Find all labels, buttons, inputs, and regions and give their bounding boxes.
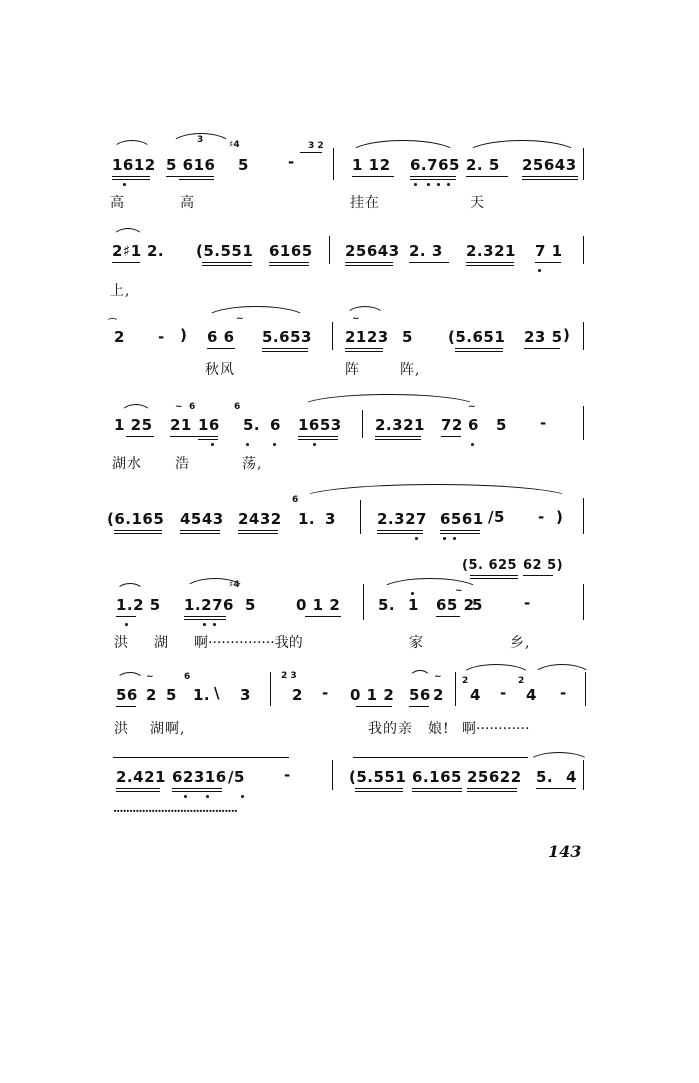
grace-number: 6: [184, 672, 191, 682]
underline: [410, 176, 456, 177]
underline: [269, 265, 309, 266]
note-group: 6561: [440, 510, 484, 528]
note: 5: [166, 686, 177, 704]
note-group: 2432: [238, 510, 282, 528]
underline: [455, 351, 503, 352]
note: 6: [468, 416, 479, 434]
underline: [238, 533, 278, 534]
underline: [522, 179, 578, 180]
slur: [409, 670, 431, 679]
lyric: 高: [110, 195, 125, 211]
underline: [455, 348, 503, 349]
underline: [112, 179, 150, 180]
lyric: 娘!: [428, 721, 450, 737]
note-group: 65 2: [436, 596, 475, 614]
note: 4: [470, 686, 481, 704]
mordent-mark: ~: [236, 314, 244, 324]
underline: [180, 533, 220, 534]
grace-sharp-4: ♯4: [229, 140, 240, 150]
grace-number: 6: [234, 402, 241, 412]
grace-notes: 2 3: [281, 671, 297, 681]
note-group: 7 1: [535, 242, 563, 260]
underline: [536, 788, 576, 789]
underline: [375, 439, 421, 440]
octave-dot: [427, 183, 430, 186]
note-group: (5. 625: [462, 558, 518, 573]
underline: [172, 788, 222, 789]
close-paren: ): [563, 326, 571, 344]
mordent-mark: ~: [468, 402, 476, 412]
underline: [298, 436, 338, 437]
mordent-mark: ~: [146, 672, 154, 682]
slur: [116, 672, 144, 681]
note-group: 21: [170, 416, 192, 434]
lyric: 荡,: [242, 456, 263, 472]
underline: [523, 575, 553, 576]
underline: [467, 791, 517, 792]
grace-number: 6: [189, 402, 196, 412]
underline: [412, 788, 462, 789]
underline: [375, 436, 421, 437]
barline: [329, 236, 330, 264]
note-group: 2.321: [375, 416, 425, 434]
note-group: 1.276: [184, 596, 234, 614]
turn-mark: ⌒: [108, 319, 118, 329]
note: 5: [402, 328, 413, 346]
sustain-dash: -: [284, 766, 291, 784]
lyric: 湖: [154, 635, 169, 651]
underline: [355, 788, 403, 789]
note: /5: [228, 768, 245, 786]
octave-dot: [414, 183, 417, 186]
note-group: 2123: [345, 328, 389, 346]
underline: [202, 265, 252, 266]
close-paren: ): [180, 326, 188, 344]
note: 5.: [243, 416, 261, 434]
note: 5: [472, 596, 483, 614]
underline: [262, 348, 308, 349]
note: 2: [433, 686, 444, 704]
octave-dot: [123, 183, 126, 186]
lyric: 高: [180, 195, 195, 211]
octave-dot: [313, 443, 316, 446]
barline: [583, 148, 584, 180]
octave-dot: [273, 443, 276, 446]
underline: [409, 706, 429, 707]
slur: [116, 583, 144, 592]
octave-dot: [471, 443, 474, 446]
slur: [112, 140, 152, 151]
underline: [170, 436, 218, 437]
note-group: (5.551: [349, 768, 407, 786]
note-group: 6165: [269, 242, 313, 260]
barline: [583, 406, 584, 440]
octave-dot: [437, 183, 440, 186]
underline: [440, 530, 480, 531]
underline: [436, 616, 460, 617]
note-group: 0 1 2: [350, 686, 395, 704]
sustain-dash: -: [560, 684, 567, 702]
underline: [353, 757, 528, 758]
note-group: (5.651: [448, 328, 506, 346]
note-group: 2. 5: [466, 156, 500, 174]
underline: [305, 616, 341, 617]
underline: [172, 791, 222, 792]
mordent-mark: ~: [175, 402, 183, 412]
barline: [583, 498, 584, 534]
underline: [300, 152, 322, 153]
slur: [528, 752, 590, 763]
note-group: 16: [198, 416, 220, 434]
underline: [470, 575, 518, 576]
note-group: 25643: [345, 242, 400, 260]
underline: [524, 348, 560, 349]
barline: [363, 584, 364, 620]
sustain-dash: -: [540, 414, 547, 432]
octave-dot: [443, 537, 446, 540]
underline: [345, 262, 393, 263]
lyric: 洪: [114, 721, 129, 737]
underline: [466, 265, 514, 266]
note-group: 72: [441, 416, 463, 434]
note-group: 2. 3: [409, 242, 443, 260]
lyric: 家: [409, 635, 424, 651]
underline: [356, 706, 392, 707]
underline: [198, 439, 218, 440]
underline: [377, 530, 423, 531]
mordent-mark: ~: [455, 586, 463, 596]
octave-dot: [453, 537, 456, 540]
barline: [362, 410, 363, 438]
underline: [467, 788, 517, 789]
note-group: 56: [409, 686, 431, 704]
sustain-dash: -: [524, 594, 531, 612]
underline: [409, 262, 449, 263]
note: 5: [238, 156, 249, 174]
barline: [583, 760, 584, 790]
note: 5.: [536, 768, 554, 786]
barline: [333, 148, 334, 180]
mordent-mark: ~: [434, 672, 442, 682]
octave-dot: [206, 795, 209, 798]
sustain-dash: -: [500, 684, 507, 702]
note: 5: [496, 416, 507, 434]
note-group: 23 5: [524, 328, 563, 346]
note-group: 2.327: [377, 510, 427, 528]
note-group: 1 12: [352, 156, 391, 174]
barline: [270, 672, 271, 706]
lyric: 天: [470, 195, 485, 211]
note-group: 62316: [172, 768, 227, 786]
octave-dot: [241, 795, 244, 798]
underline: [238, 530, 278, 531]
note-group: 2.321: [466, 242, 516, 260]
underline: [113, 757, 289, 758]
note: 6: [270, 416, 281, 434]
grace-number: 3: [197, 135, 204, 145]
note: 1.: [298, 510, 316, 528]
note-group: 25643: [522, 156, 577, 174]
barline: [585, 672, 586, 706]
underline: [112, 262, 140, 263]
note-group: 2♯1: [112, 242, 142, 260]
note: 5.: [378, 596, 396, 614]
lyric: 洪: [114, 635, 129, 651]
barline: [332, 322, 333, 350]
slur: [532, 664, 592, 677]
sustain-dash: -: [538, 508, 545, 526]
octave-dot: [203, 623, 206, 626]
underline: [466, 176, 508, 177]
underline: [535, 262, 561, 263]
barline: [455, 672, 456, 706]
note-group: 4543: [180, 510, 224, 528]
note: 2: [114, 328, 125, 346]
underline: [114, 530, 162, 531]
octave-dot: [246, 443, 249, 446]
underline: [345, 351, 383, 352]
note: 3: [325, 510, 336, 528]
underline: [207, 348, 235, 349]
underline: [116, 706, 136, 707]
barline: [583, 584, 584, 620]
underline: [470, 578, 518, 579]
barline: [360, 500, 361, 534]
note: 2: [292, 686, 303, 704]
octave-dot: [415, 537, 418, 540]
grace-number: 2: [462, 676, 469, 686]
slur: [300, 484, 572, 499]
lyric: 浩: [175, 456, 190, 472]
underline: [440, 533, 480, 534]
lyric: 乡,: [510, 635, 531, 651]
slur: [465, 140, 579, 155]
underline: [466, 262, 514, 263]
breath-mark: \: [214, 684, 220, 702]
note-group: 0 1 2: [296, 596, 341, 614]
underline: [262, 351, 308, 352]
underline: [352, 176, 394, 177]
grace-sharp-4: ♯4: [229, 580, 240, 590]
note-group: 6.165: [412, 768, 462, 786]
lyric: 上,: [110, 283, 131, 299]
note-group: 1612: [112, 156, 156, 174]
underline: [116, 791, 160, 792]
sustain-dash: -: [322, 684, 329, 702]
sustain-dash: -: [158, 328, 165, 346]
underline: [184, 616, 226, 617]
slur: [112, 228, 144, 239]
grace-number: 2: [518, 676, 525, 686]
note-group: 1 25: [114, 416, 153, 434]
underline: [116, 616, 136, 617]
underline: [441, 436, 461, 437]
underline: [345, 348, 383, 349]
underline: [269, 262, 309, 263]
underline: [126, 436, 154, 437]
underline: [298, 439, 338, 440]
underline: [180, 530, 220, 531]
note: 4: [526, 686, 537, 704]
lyric: 阵: [345, 362, 360, 378]
note-group: 56: [116, 686, 138, 704]
lyric: 我的亲: [368, 721, 413, 737]
octave-dot: [213, 623, 216, 626]
lyric: 湖水: [112, 456, 142, 472]
note-group: 6.765: [410, 156, 460, 174]
note: 1.: [193, 686, 211, 704]
note-group: 6 6: [207, 328, 235, 346]
underline: [114, 533, 162, 534]
lyric: 啊···············我的: [194, 635, 303, 651]
slur: [345, 306, 385, 317]
underline: [184, 619, 226, 620]
octave-dot: [538, 269, 541, 272]
barline: [332, 760, 333, 790]
barline: [583, 322, 584, 350]
lyric: 湖啊,: [150, 721, 186, 737]
page-number: 143: [548, 842, 582, 861]
lyric: 挂在: [350, 195, 380, 211]
slur: [120, 404, 152, 415]
note: 2.: [147, 242, 165, 260]
octave-dot: [184, 795, 187, 798]
sustain-dash: -: [288, 153, 295, 171]
octave-dot: [411, 592, 414, 595]
underline: [202, 262, 252, 263]
underline: [112, 176, 150, 177]
lyric: 秋风: [205, 362, 235, 378]
slur: [380, 578, 480, 591]
underline: [179, 179, 214, 180]
underline: [410, 179, 456, 180]
underline: [116, 788, 160, 789]
note-group: (5.551: [196, 242, 254, 260]
lyric: 阵,: [400, 362, 421, 378]
octave-dot: [125, 623, 128, 626]
note: 2: [146, 686, 157, 704]
mordent-mark: ~: [352, 314, 360, 324]
note-group: 5.653: [262, 328, 312, 346]
lyric: ·······································: [113, 804, 237, 818]
lyric: 啊············: [462, 721, 530, 737]
slur: [348, 140, 458, 155]
note-group: 1.2 5: [116, 596, 161, 614]
underline: [166, 176, 214, 177]
note-group: 25622: [467, 768, 522, 786]
slur: [205, 306, 307, 319]
underline: [522, 176, 578, 177]
note-group: 62 5): [523, 558, 564, 573]
underline: [355, 791, 403, 792]
slur: [300, 394, 478, 407]
note: 1: [408, 596, 419, 614]
note: /5: [488, 508, 505, 526]
underline: [412, 791, 462, 792]
grace-number: 6: [292, 495, 299, 505]
barline: [583, 236, 584, 264]
note-group: 2.421: [116, 768, 166, 786]
grace-notes: 3 2: [308, 141, 324, 151]
underline: [377, 533, 423, 534]
note: 3: [240, 686, 251, 704]
close-paren: ): [556, 508, 564, 526]
octave-dot: [211, 443, 214, 446]
octave-dot: [447, 183, 450, 186]
underline: [345, 265, 393, 266]
note-group: 1653: [298, 416, 342, 434]
note-group: 5 616: [166, 156, 216, 174]
note: 4: [566, 768, 577, 786]
note: 5: [245, 596, 256, 614]
note-group: (6.165: [107, 510, 165, 528]
